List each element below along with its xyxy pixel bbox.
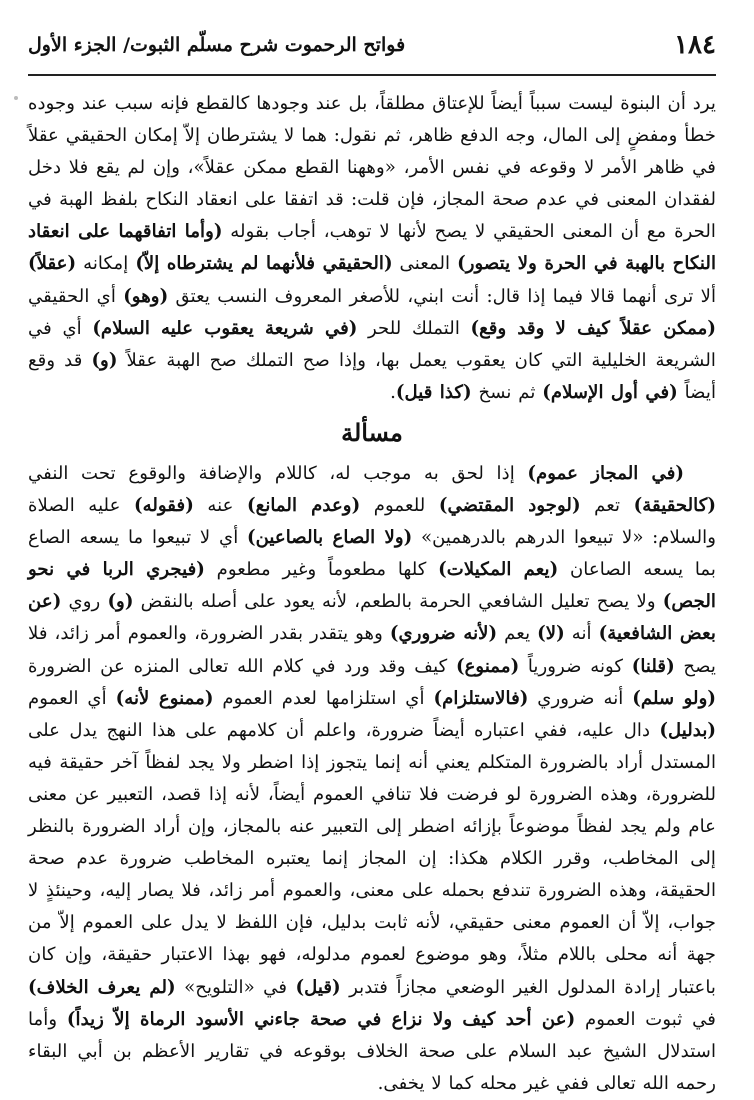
bold-text-run: (وأما اتفاقهما على انعقاد النكاح بالهبة في الحرة ولا يتصور) bbox=[28, 221, 717, 275]
text-run: عليه الصلاة والسلام: «لا تبيعوا الدرهم بالدرهمين» bbox=[28, 495, 717, 549]
text-run: قد وقع أيضاً bbox=[28, 349, 716, 403]
page-header bbox=[28, 30, 716, 70]
bold-text-run: (ممنوع) bbox=[455, 655, 520, 677]
text-run: في ثبوت العموم bbox=[575, 1008, 716, 1030]
text-run: ولا يصح تعليل الشافعي الحرمة بالطعم، لأنه يعود على أصله بالنقض bbox=[133, 591, 663, 613]
bold-text-run: (و) bbox=[107, 591, 134, 613]
bold-text-run: (ممكن عقلاً كيف لا وقد وقع) bbox=[470, 317, 716, 339]
text-run: أي الحقيقي bbox=[28, 285, 124, 307]
bold-text-run: (لا) bbox=[537, 623, 565, 645]
text-run: ألا ترى أنهما قالا فيما إذا قال: أنت ابني، للأصغر المعروف النسب يعتق bbox=[168, 285, 716, 307]
text-run: وأما استدلال الشيخ عبد السلام على صحة الخلاف بوقوعه في تقارير الأعظم بن أبي البقاء رحمه الله تعالى ففي غير محله كما لا يخفى. bbox=[28, 1008, 716, 1094]
bold-text-run: (لم يعرف الخلاف) bbox=[28, 976, 176, 998]
bold-text-run: (عن أحد كيف ولا نزاع في صحة جاءني الأسود الرماة إلاّ زيداً) bbox=[66, 1008, 576, 1030]
bold-text-run: (عقلاً) bbox=[28, 253, 77, 275]
text-run: أي في الشريعة الخليلية التي كان يعقوب يعمل بها، وإذا صح التملك صح الهبة عقلاً bbox=[28, 317, 716, 371]
bold-text-run: (ممنوع لأنه) bbox=[115, 687, 214, 709]
text-run: تعم bbox=[580, 495, 634, 517]
text-run: روي bbox=[61, 591, 108, 613]
bold-text-run: (و) bbox=[91, 349, 118, 371]
bold-text-run: (الحقيقي فلأنهما لم يشترطاه إلاّ) bbox=[135, 253, 393, 275]
bold-text-run: (لأنه ضروري) bbox=[389, 623, 498, 645]
page-number: ١٨٤ bbox=[674, 30, 716, 60]
header-rule bbox=[28, 74, 716, 76]
bold-text-run: (بدليل) bbox=[659, 719, 716, 741]
bold-text-run: (وعدم المانع) bbox=[247, 495, 361, 517]
bold-text-run: (في أول الإسلام) bbox=[542, 381, 678, 403]
paragraph-2 bbox=[28, 458, 716, 1100]
margin-mark bbox=[14, 96, 18, 100]
running-title: فواتح الرحموت شرح مسلّم الثبوت/ الجزء الأول bbox=[28, 34, 406, 56]
bold-text-run: (فيجري الربا في نحو الجص) bbox=[28, 559, 716, 613]
text-run: كلها مطعوماً وغير مطعوم bbox=[204, 559, 439, 581]
text-run: دال عليه، ففي اعتباره أيضاً ضرورة، واعلم أن كلامهم على هذا النهج يدل على المستدل أراد بالضرورة المتكلم يعني أنه إنما يتجوز إذا اضطر ولا يجد لفظاً آخر حقيقة فيه للضرورة، وهذه الضرورة لو فرضت فلا تنافي العموم أيضاً، لأنه إذا قصد، التعبير عن معنى عام ولم يجد لفظاً موضوعاً بإزائه اضطر إلى التعبير عنه بالمجاز، وإن أراد الضرورة بالنظر إلى المخاطب، وقرر الكلام هكذا: إن المجاز إنما يعتبره المخاطب ضرورة عدم صحة الحقيقة، وهذه الضرورة تندفع بحمله على معنى، والعموم أمر زائد، فلا يصار إليه، وحينئذٍ لا جواب، إلاّ أن العموم معنى حقيقي، لأنه ثابت بدليل، فإن اللفظ لا يدل على العموم إلاّ من جهة أنه محلى باللام مثلاً، وهو موضوع لعموم مدلوله، فهو بهذا الاعتبار حقيقة، وإن كان باعتبار إرادة المدلول الغير الوضعي مجازاً فتدبر bbox=[28, 719, 716, 998]
text-run: كونه ضرورياً bbox=[519, 655, 632, 677]
bold-text-run: (وهو) bbox=[123, 285, 169, 307]
text-run: أي استلزامها لعدم العموم bbox=[213, 687, 434, 709]
section-title: مسألة bbox=[341, 418, 403, 447]
paragraph-1 bbox=[28, 88, 716, 409]
text-run: . bbox=[390, 381, 396, 403]
text-run: أي لا تبيعوا ما يسعه الصاع بما يسعه الصاعان bbox=[28, 527, 716, 581]
bold-text-run: (لوجود المقتضي) bbox=[438, 495, 581, 517]
text-run: المعنى bbox=[392, 253, 458, 275]
text-run: يرد أن البنوة ليست سبباً أيضاً للإعتاق مطلقاً، بل عند وجودها كالقطع فإنه سبب عند وجوده خطأ ومفضٍ إلى المال، وجه الدفع ظاهر، ثم نقول: هما لا يشترطان إلاّ إمكان الحقيقي عقلاً في ظاهر الأمر لا وقوعه في نفس الأمر، «وههنا القطع ممكن عقلاً»، وإن لم يقع فلا دخل لفقدان المعنى في عدم صحة المجاز، فإن قلت: قد اتفقا على انعقاد النكاح بلفظ الهبة في الحرة مع أن المعنى الحقيقي لا يصح لأنها لا توهب، أجاب بقوله bbox=[28, 93, 716, 243]
bold-text-run: (كذا قيل) bbox=[395, 381, 472, 403]
bold-text-run: (قيل) bbox=[295, 976, 341, 998]
text-run: أي العموم bbox=[28, 687, 116, 709]
bold-text-run: (عن بعض الشافعية) bbox=[28, 591, 716, 645]
text-run: كيف وقد ورد في كلام الله تعالى المنزه عن الضرورة bbox=[28, 655, 456, 677]
bold-text-run: (في المجاز عموم) bbox=[527, 463, 684, 484]
bold-text-run: (كالحقيقة) bbox=[633, 495, 716, 517]
text-run: عنه bbox=[193, 495, 248, 517]
bold-text-run: (ولو سلم) bbox=[632, 687, 716, 709]
bold-text-run: (قلنا) bbox=[631, 655, 675, 677]
bold-text-run: (فقوله) bbox=[134, 495, 194, 517]
bold-text-run: (في شريعة يعقوب عليه السلام) bbox=[92, 317, 358, 339]
text-run: أنه bbox=[564, 623, 599, 645]
text-run: أنه ضروري bbox=[528, 687, 633, 709]
bold-text-run: (ولا الصاع بالصاعين) bbox=[246, 527, 413, 549]
text-run: إمكانه bbox=[76, 253, 136, 275]
bold-text-run: (فالاستلزام) bbox=[433, 687, 529, 709]
text-run: التملك للحر bbox=[357, 317, 471, 339]
bold-text-run: (يعم المكيلات) bbox=[438, 559, 559, 581]
text-run: يعم bbox=[497, 623, 538, 645]
text-run: للعموم bbox=[360, 495, 439, 517]
text-run: في «التلويح» bbox=[175, 976, 296, 998]
text-run: وهو يتقدر بقدر الضرورة، والعموم أمر زائد، فلا يصح bbox=[28, 623, 716, 677]
text-run: إذا لحق به موجب له، كاللام والإضافة والوقوع تحت النفي bbox=[28, 463, 528, 484]
text-run: ثم نسخ bbox=[471, 381, 543, 403]
